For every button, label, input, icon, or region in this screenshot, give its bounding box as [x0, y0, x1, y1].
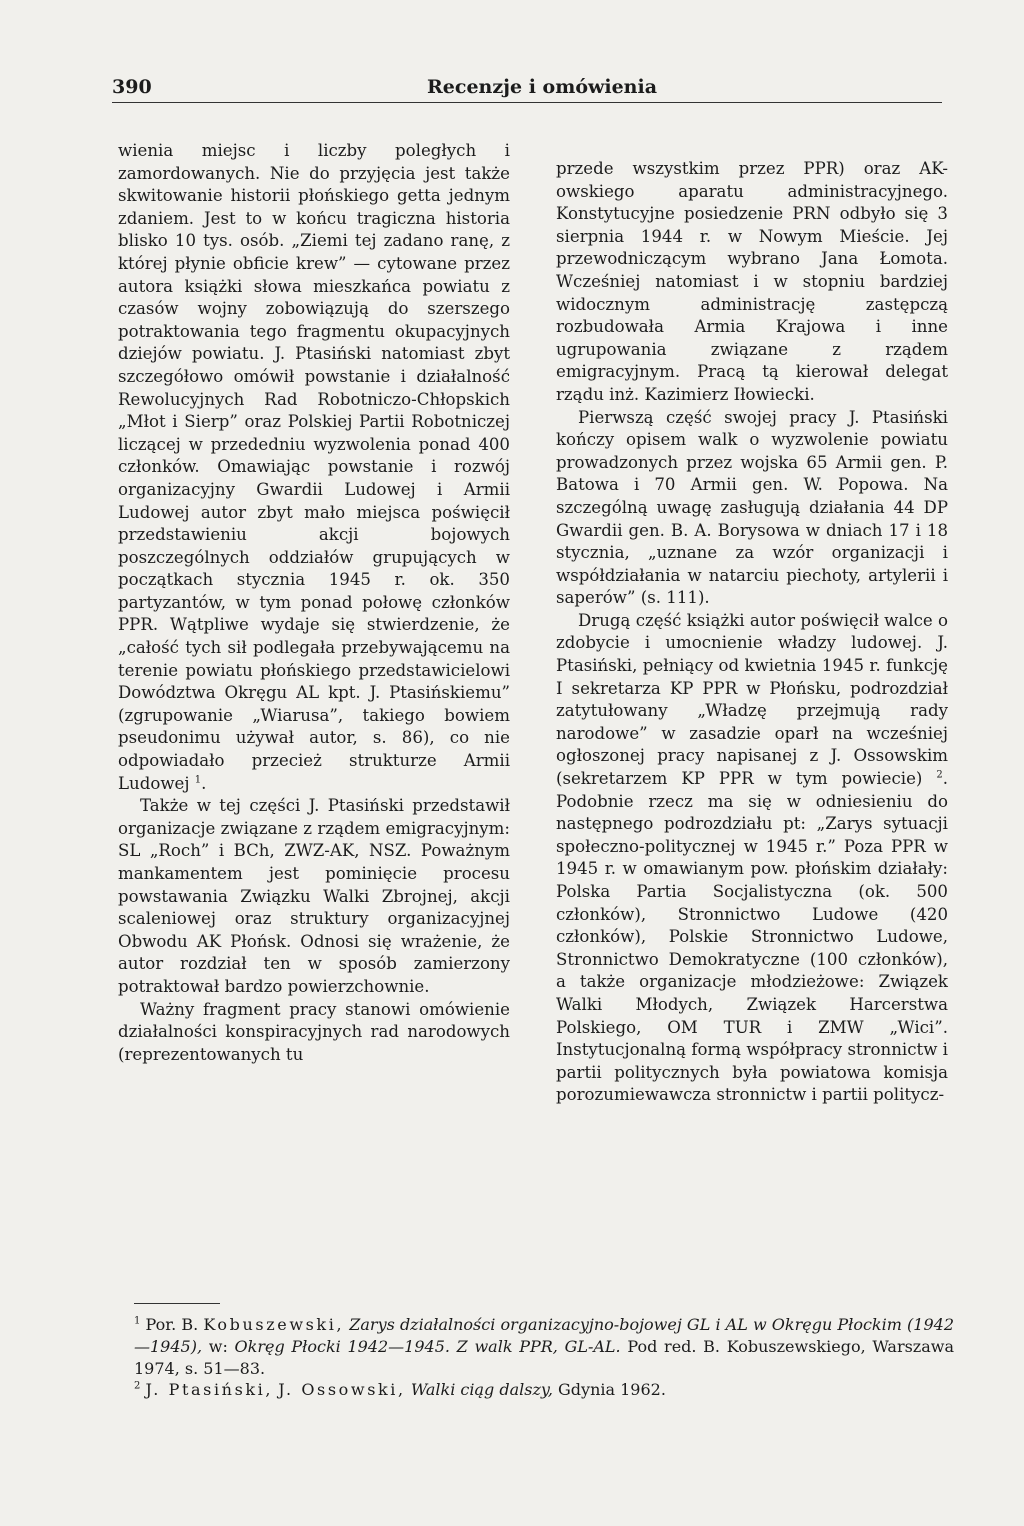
paragraph: przede wszystkim przez PPR) oraz AK-owskiego aparatu administracyjnego. Konstytucyjne posiedzenie PRN odbyło się 3 sierpnia 1944 r. w Nowym Mieście. Jej przewodniczącym wybrano Jana Łomota. Wcześniej natomiast i w stopniu bardziej widocznym administrację zastępczą rozbudowała Armia Krajowa i inne ugrupowania związane z rządem emigracyjnym. Pracą tą kierował delegat rządu inż. Kazimierz Iłowiecki. [556, 159, 948, 404]
paragraph [556, 610, 948, 1107]
footnotes [118, 1314, 954, 1401]
paragraph-text: wienia miejsc i liczby poległych i zamordowanych. Nie do przyjęcia jest także skwitowanie historii płońskiego getta jednym zdaniem. Jest to w końcu tragiczna historia blisko 10 tys. osób. „Ziemi tej zadano ranę, z której płynie obficie krew” — cytowane przez autora książki słowa mieszkańca powiatu z czasów wojny zobowiązują do szerszego potraktowania tego fragmentu okupacyjnych dziejów powiatu. J. Ptasiński natomiast zbyt szczegółowo omówił powstanie i działalność Rewolucyjnych Rad Robotniczo-Chłopskich „Młot i Sierp” oraz Polskiej Partii Robotniczej liczącej w przededniu wyzwolenia ponad 400 członków. Omawiając powstanie i rozwój organizacyjny Gwardii Ludowej i Armii Ludowej autor zbyt mało miejsca poświęcił przedstawieniu akcji bojowych poszczególnych oddziałów grupujących w początkach stycznia 1945 r. ok. 350 partyzantów, w tym ponad połowę członków PPR. Wątpliwe wydaje się stwierdzenie, że „całość tych sił podlegała przebywającemu na terenie powiatu płońskiego przedstawicielowi Dowództwa Okręgu AL kpt. J. Ptasińskiemu” (zgrupowanie „Wiarusa”, takiego bowiem pseudonimu używał autor, s. 86), co nie odpowiadało przecież strukturze Armii Ludowej [118, 141, 510, 793]
footnote-author: Kobuszewski, [203, 1315, 345, 1334]
footnote-ref: 2 [936, 769, 943, 781]
running-header [112, 74, 942, 103]
footnote-author: J. Ossowski, [278, 1380, 406, 1400]
paragraph: Ważny fragment pracy stanowi omówienie działalności konspiracyjnych rad narodowych (reprezentowanych tu [118, 999, 510, 1064]
footnote-title: Zarys działalności organizacyjno-bojowej GL i AL w Okręgu Płockim (1942—1945), [134, 1315, 954, 1356]
footnote-mark: 1 [134, 1315, 141, 1327]
footnote-2 [118, 1379, 954, 1401]
footnote-author: J. Ptasiński, [145, 1380, 274, 1400]
paragraph-end: . [201, 773, 207, 793]
running-title: Recenzje i omówienia [427, 76, 658, 98]
footnote-divider [134, 1303, 220, 1304]
footnote-ref: 1 [194, 774, 202, 786]
footnote-mark: 2 [134, 1381, 141, 1393]
footnote-text: w: [208, 1336, 228, 1356]
left-column [118, 140, 510, 1066]
paragraph-text-cont: . Podobnie rzecz ma się w odniesieniu do następnego podrozdziału pt: „Zarys sytuacji społeczno-politycznej w 1945 r.” Poza PPR w 1945 r. w omawianym pow. płońskim działały: Polska Partia Socjalistyczna (ok. 500 członków), Stronnictwo Ludowe (420 członków), Polskie Stronnictwo Ludowe, Stronnictwo Demokratyczne (100 członków), a także organizacje młodzieżowe: Związek Walki Młodych, Związek Harcerstwa Polskiego, OM TUR i ZMW „Wici”. Instytucjonalną formą współpracy stronnictw i partii politycznych była powiatowa komisja porozumiewawcza stronnictw i partii politycz- [556, 769, 948, 1105]
footnote-title: Walki ciąg dalszy, [410, 1380, 553, 1400]
paragraph: Pierwszą część swojej pracy J. Ptasiński kończy opisem walk o wyzwolenie powiatu prowadzonych przez wojska 65 Armii gen. P. Batowa i 70 Armii gen. W. Popowa. Na szczególną uwagę zasługują działania 44 DP Gwardii gen. B. A. Borysowa w dniach 17 i 18 stycznia, „uznane za wzór organizacji i współdziałania w natarciu piechoty, artylerii i saperów” (s. 111). [556, 407, 948, 608]
footnote-text: Por. B. [145, 1315, 199, 1334]
right-column [556, 158, 948, 1107]
footnote-text: Gdynia 1962. [558, 1380, 666, 1400]
footnote-book-title: Okręg Płocki 1942—1945. Z walk PPR, GL-AL. [234, 1336, 621, 1356]
footnote-text: Pod red. B. Kobuszewskiego, Warszawa 1974, s. 51—83. [134, 1336, 955, 1378]
paragraph-text: Drugą część książki autor poświęcił walce o zdobycie i umocnienie władzy ludowej. J. Ptasiński, pełniący od kwietnia 1945 r. funkcję I sekretarza KP PPR w Płońsku, podrozdział zatytułowany „Władzę przejmują rady narodowe” w zasadzie oparł na wcześniej ogłoszonej pracy napisanej z J. Ossowskim (sekretarzem KP PPR w tym powiecie) [556, 610, 948, 789]
footnote-1 [118, 1314, 954, 1379]
paragraph: Także w tej części J. Ptasiński przedstawił organizacje związane z rządem emigracyjnym: SL „Roch” i BCh, ZWZ-AK, NSZ. Poważnym mankamentem jest pominięcie procesu powstawania Związku Walki Zbrojnej, akcji scaleniowej oraz struktury organizacyjnej Obwodu AK Płońsk. Odnosi się wrażenie, że autor rozdział ten w sposób zamierzony potraktował bardzo powierzchownie. [118, 796, 510, 996]
page-number: 390 [112, 76, 152, 98]
paragraph [118, 140, 510, 795]
